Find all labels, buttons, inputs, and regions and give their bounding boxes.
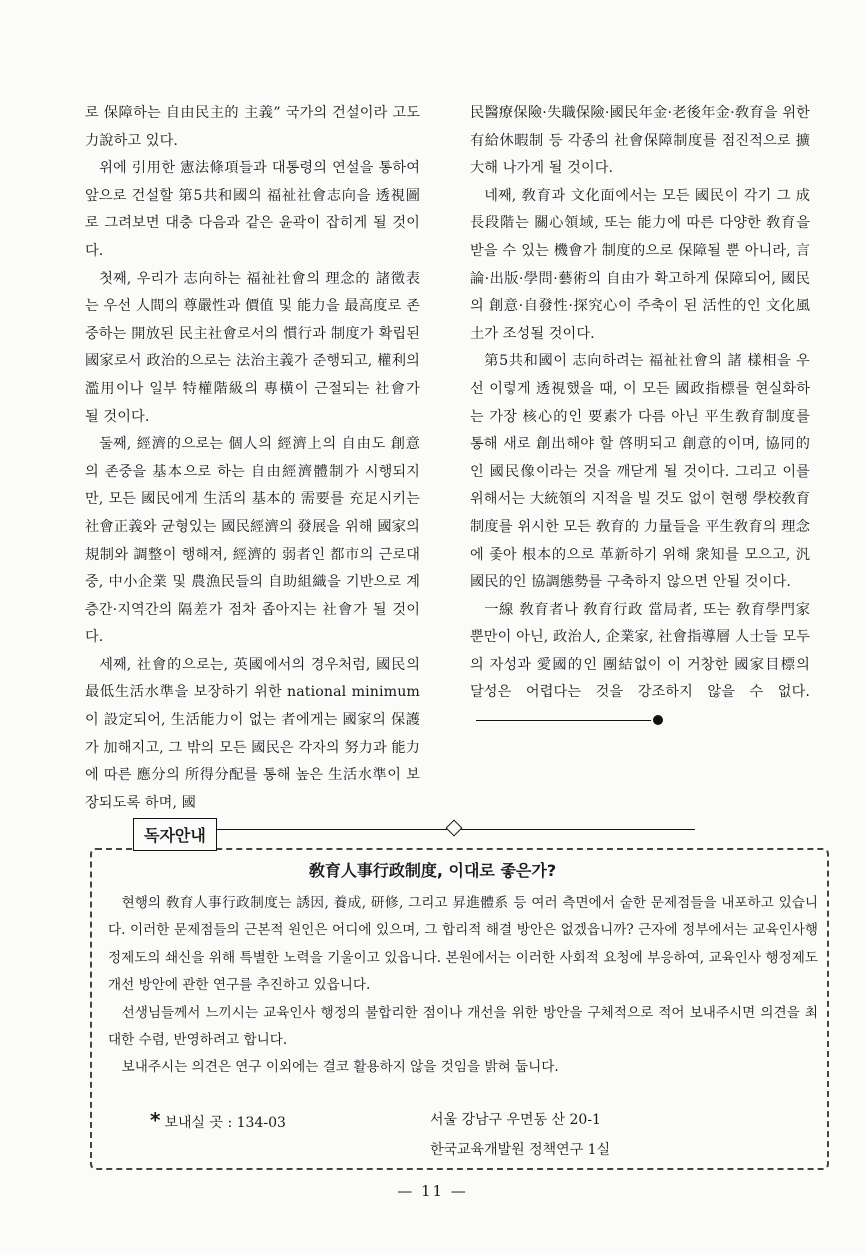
end-dot-icon <box>653 715 663 725</box>
notice-paragraph: 현행의 敎育人事行政制度는 誘因, 養成, 研修, 그리고 昇進體系 등 여러 측면에서 숱한 문제점들을 내포하고 있습니다. 이러한 문제점들의 근본적 원인은 어디에 있으며, 그 합리적 해결 방안은 없겠읍니까? 근자에 정부에서는 교육인사행정제도의 쇄신을 위해 특별한 노력을 기울이고 있읍니다. 본원에서는 이러한 사회적 요청에 부응하여, 교육인사 행정제도 개선 방안에 관한 연구를 추진하고 있읍니다. <box>108 895 818 994</box>
diamond-icon <box>446 820 463 837</box>
notice-body <box>108 890 818 1082</box>
notice-paragraph: 보내주시는 의견은 연구 이외에는 결코 활용하지 않을 것임을 밝혀 둡니다. <box>121 1059 559 1076</box>
paragraph-text: 一線 敎育者나 敎育行政 當局者, 또는 敎育學門家 뿐만이 아닌, 政治人, 企業家, 社會指導層 人士들 모두의 자성과 愛國的인 團結없이 이 거창한 國家目標의 달성은 어렵다는 것을 강조하지 않을 수 없다. <box>470 601 810 701</box>
address-label-text: 보내실 곳 : 134-03 <box>164 1115 286 1131</box>
paragraph: 위에 引用한 憲法條項들과 대통령의 연설을 통하여 앞으로 건설할 第5共和國의 福祉社會志向을 透視圖로 그려보면 대충 다음과 같은 윤곽이 잡히게 될 것이다. <box>85 160 420 259</box>
paragraph: 세째, 社會的으로는, 英國에서의 경우처럼, 國民의 最低生活水準을 보장하기 위한 national minimum이 設定되어, 生活能力이 없는 者에게는 國家의 保護가 加해지고, 그 밖의 모든 國民은 각자의 努力과 能力에 따른 應分의 所得分配를 통해 높은 生活水準이 보장되도록 하며, 國 <box>85 656 420 811</box>
address-line: 서울 강남구 우면동 산 20-1 <box>430 1112 601 1128</box>
paragraph-last <box>470 597 810 735</box>
end-rule <box>476 720 651 721</box>
left-column <box>85 100 420 817</box>
page-number: — 11 — <box>397 1182 468 1200</box>
address-lines <box>430 1105 610 1165</box>
paragraph: 第5共和國이 志向하려는 福祉社會의 諸 樣相을 우선 이렇게 透視했을 때, 이 모든 國政指標를 현실화하는 가장 核心的인 要素가 다름 아닌 平生敎育制度를 통해 새로 創出해야 할 啓明되고 創意的이며, 協同的인 國民像이라는 것을 깨닫게 될 것이다. 그리고 이를 위해서는 大統領의 지적을 빌 것도 없이 현행 學校敎育制度를 위시한 모든 敎育的 力量들을 平生敎育의 理念에 좇아 根本的으로 革新하기 위해 衆知를 모으고, 汎國民的인 協調態勢를 구축하지 않으면 안될 것이다. <box>470 353 810 591</box>
notice-label: 독자안내 <box>133 818 217 851</box>
address-label <box>150 1105 286 1138</box>
paragraph: 로 保障하는 自由民主的 主義” 국가의 건설이라 고도 力說하고 있다. <box>85 105 420 149</box>
paragraph: 둘째, 經濟的으로는 個人의 經濟上의 自由도 創意의 존중을 基本으로 하는 自由經濟體制가 시행되지만, 모든 國民에게 生活의 基本的 需要를 充足시키는 社會正義와 균형있는 國民經濟의 發展을 위해 國家의 規制와 調整이 행해져, 經濟的 弱者인 都市의 근로대중, 中小企業 및 農漁民들의 自助組織을 기반으로 계층간·지역간의 隔差가 점차 좁아지는 社會가 될 것이다. <box>85 436 420 646</box>
notice-paragraph: 선생님들께서 느끼시는 교육인사 행정의 불합리한 점이나 개선을 위한 방안을 구체적으로 적어 보내주시면 의견을 최대한 수렴, 반영하려고 합니다. <box>108 1004 818 1049</box>
paragraph: 첫째, 우리가 志向하는 福祉社會의 理念的 諸徵表는 우선 人間의 尊嚴性과 價值 및 能力을 最高度로 존중하는 開放된 民主社會로서의 慣行과 制度가 확립된 國家로서 政治的으로는 法治主義가 준행되고, 權利의 濫用이나 일부 特權階級의 專橫이 근절되는 社會가 될 것이다. <box>85 270 420 425</box>
paragraph: 네째, 敎育과 文化面에서는 모든 國民이 각기 그 成長段階는 關心領域, 또는 能力에 따른 다양한 敎育을 받을 수 있는 機會가 制度的으로 保障될 뿐 아니라, 言論·出版·學問·藝術의 自由가 확고하게 保障되어, 國民의 創意·自發性·探究心이 주축이 된 活性的인 文化風土가 조성될 것이다. <box>470 187 810 342</box>
address-line: 한국교육개발원 정책연구 1실 <box>430 1142 611 1158</box>
right-column <box>470 100 810 735</box>
notice-title: 敎育人事行政制度, 이대로 좋은가? <box>308 861 557 880</box>
asterisk-icon: * <box>150 1108 161 1132</box>
paragraph: 民醫療保險·失職保險·國民年金·老後年金·敎育을 위한 有給休暇制 등 각종의 社會保障制度를 점진적으로 擴大해 나가게 될 것이다. <box>470 105 810 177</box>
